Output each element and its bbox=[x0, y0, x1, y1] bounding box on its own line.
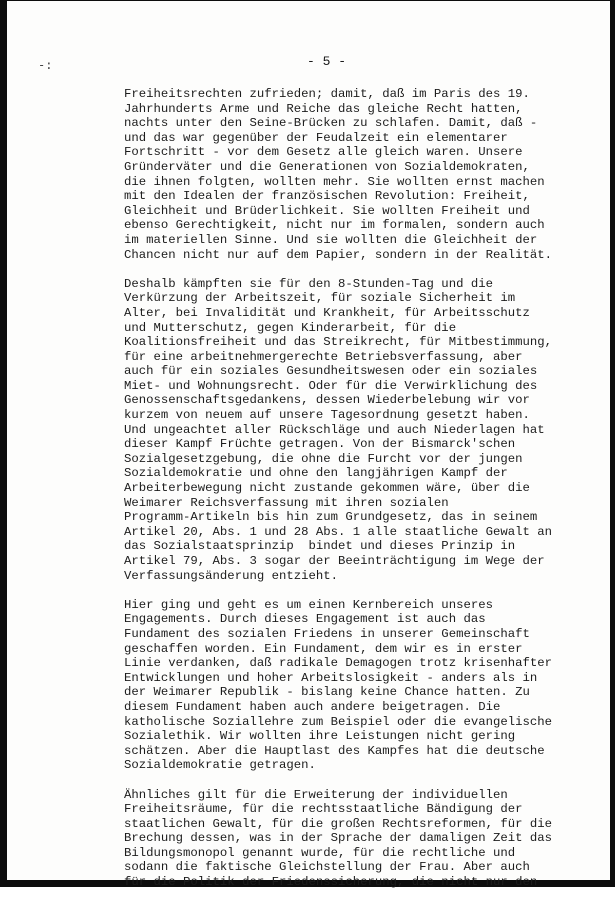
text-line: Hier ging und geht es um einen Kernbereich unseres bbox=[124, 597, 493, 612]
text-line: Genossenschaftsgedankens, dessen Wiederbelebung wir vor bbox=[124, 393, 530, 408]
text-line: Fortschritt - vor dem Gesetz alle gleich waren. Unsere bbox=[124, 145, 523, 160]
text-line: Alter, bei Invalidität und Krankheit, für Arbeitsschutz bbox=[124, 305, 530, 320]
text-line: Sozialdemokratie getragen. bbox=[124, 758, 316, 773]
text-line: staatlichen Gewalt, für die großen Rechtsreformen, für die bbox=[124, 816, 553, 831]
text-line: Deshalb kämpften sie für den 8-Stunden-Tag und die bbox=[124, 276, 493, 291]
text-line: Artikel 20, Abs. 1 und 28 Abs. 1 alle staatliche Gewalt an bbox=[124, 524, 553, 539]
text-line: Chancen nicht nur auf dem Papier, sondern in der Realität. bbox=[124, 247, 553, 262]
text-line: mit den Idealen der französischen Revolution: Freiheit, bbox=[124, 189, 530, 204]
paragraph-2 bbox=[124, 277, 569, 583]
text-line: und das war gegenüber der Feudalzeit ein elementarer bbox=[124, 130, 508, 145]
text-line: kurzem von neuem auf unsere Tagesordnung gesetzt haben. bbox=[124, 408, 530, 423]
text-line: sodann die faktische Gleichstellung der Frau. Aber auch bbox=[124, 860, 530, 875]
text-line: Verkürzung der Arbeitszeit, für soziale Sicherheit im bbox=[124, 291, 516, 306]
text-line: ebenso Gerechtigkeit, nicht nur im formalen, sondern auch bbox=[124, 218, 545, 233]
text-line: Koalitionsfreiheit und das Streikrecht, für Mitbestimmung, bbox=[124, 335, 553, 350]
text-line: Jahrhunderts Arme und Reiche das gleiche Recht hatten, bbox=[124, 101, 523, 116]
paragraph-1 bbox=[124, 87, 569, 262]
text-line: Gleichheit und Brüderlichkeit. Sie wollten Freiheit und bbox=[124, 203, 530, 218]
text-line: Brechung dessen, was in der Sprache der damaligen Zeit das bbox=[124, 831, 553, 846]
text-line: im materiellen Sinne. Und sie wollten die Gleichheit der bbox=[124, 232, 538, 247]
text-line: auch für ein soziales Gesundheitswesen oder ein soziales bbox=[124, 364, 538, 379]
text-line: Bildungsmonopol genannt wurde, für die rechtliche und bbox=[124, 845, 516, 860]
text-line: für die Politik der Friedenssicherung, die nicht nur den bbox=[124, 875, 538, 890]
text-line: diesem Fundament haben auch andere beigetragen. Die bbox=[124, 699, 501, 714]
text-line: Weimarer Reichsverfassung mit ihren sozialen bbox=[124, 495, 449, 510]
text-line: nachts unter den Seine-Brücken zu schlafen. Damit, daß - bbox=[124, 116, 538, 131]
text-line: katholische Soziallehre zum Beispiel oder die evangelische bbox=[124, 714, 553, 729]
text-line: Ähnliches gilt für die Erweiterung der individuellen bbox=[124, 787, 508, 802]
margin-mark: ‑: bbox=[38, 58, 53, 72]
text-line: Verfassungsänderung entzieht. bbox=[124, 568, 339, 583]
text-line: für eine arbeitnehmergerechte Betriebsverfassung, aber bbox=[124, 349, 523, 364]
text-line: Sozialgesetzgebung, die ohne die Furcht vor der jungen bbox=[124, 451, 523, 466]
text-line: Freiheitsräume, für die rechtsstaatliche Bändigung der bbox=[124, 802, 523, 817]
text-line: dieser Kampf Früchte getragen. Von der Bismarck'schen bbox=[124, 437, 516, 452]
text-line: Und ungeachtet aller Rückschläge und auch Niederlagen hat bbox=[124, 422, 545, 437]
text-line: Miet- und Wohnungsrecht. Oder für die Verwirklichung des bbox=[124, 378, 538, 393]
text-line: Engagements. Durch dieses Engagement ist auch das bbox=[124, 612, 486, 627]
text-line: der Weimarer Republik - bislang keine Chance hatten. Zu bbox=[124, 685, 530, 700]
text-line: die ihnen folgten, wollten mehr. Sie wollten ernst machen bbox=[124, 174, 545, 189]
text-line: das Sozialstaatsprinzip bindet und dieses Prinzip in bbox=[124, 539, 516, 554]
body-text bbox=[124, 87, 569, 904]
text-line: Freiheitsrechten zufrieden; damit, daß im Paris des 19. bbox=[124, 87, 530, 101]
text-line: geschaffen worden. Ein Fundament, dem wir es in erster bbox=[124, 641, 523, 656]
text-line: schätzen. Aber die Hauptlast des Kampfes hat die deutsche bbox=[124, 743, 545, 758]
text-line: Fundament des sozialen Friedens in unserer Gemeinschaft bbox=[124, 626, 530, 641]
page-number: - 5 - bbox=[307, 54, 347, 69]
paragraph-4 bbox=[124, 788, 569, 890]
text-line: Arbeiterbewegung nicht zustande gekommen wäre, über die bbox=[124, 481, 530, 496]
text-line: Gründerväter und die Generationen von Sozialdemokraten, bbox=[124, 159, 530, 174]
text-line: Artikel 79, Abs. 3 sogar der Beeinträchtigung im Wege der bbox=[124, 554, 545, 568]
text-line: Sozialethik. Wir wollten ihre Leistungen nicht gering bbox=[124, 729, 516, 744]
text-line: Entwicklungen und hoher Arbeitslosigkeit - anders als in bbox=[124, 670, 538, 685]
text-line: Linie verdanken, daß radikale Demagogen trotz krisenhafter bbox=[124, 656, 553, 671]
paragraph-3 bbox=[124, 598, 569, 773]
text-line: Sozialdemokratie und ohne den langjährigen Kampf der bbox=[124, 466, 508, 481]
text-line: Programm-Artikeln bis hin zum Grundgesetz, das in seinem bbox=[124, 510, 538, 525]
text-line: und Mutterschutz, gegen Kinderarbeit, für die bbox=[124, 320, 457, 335]
